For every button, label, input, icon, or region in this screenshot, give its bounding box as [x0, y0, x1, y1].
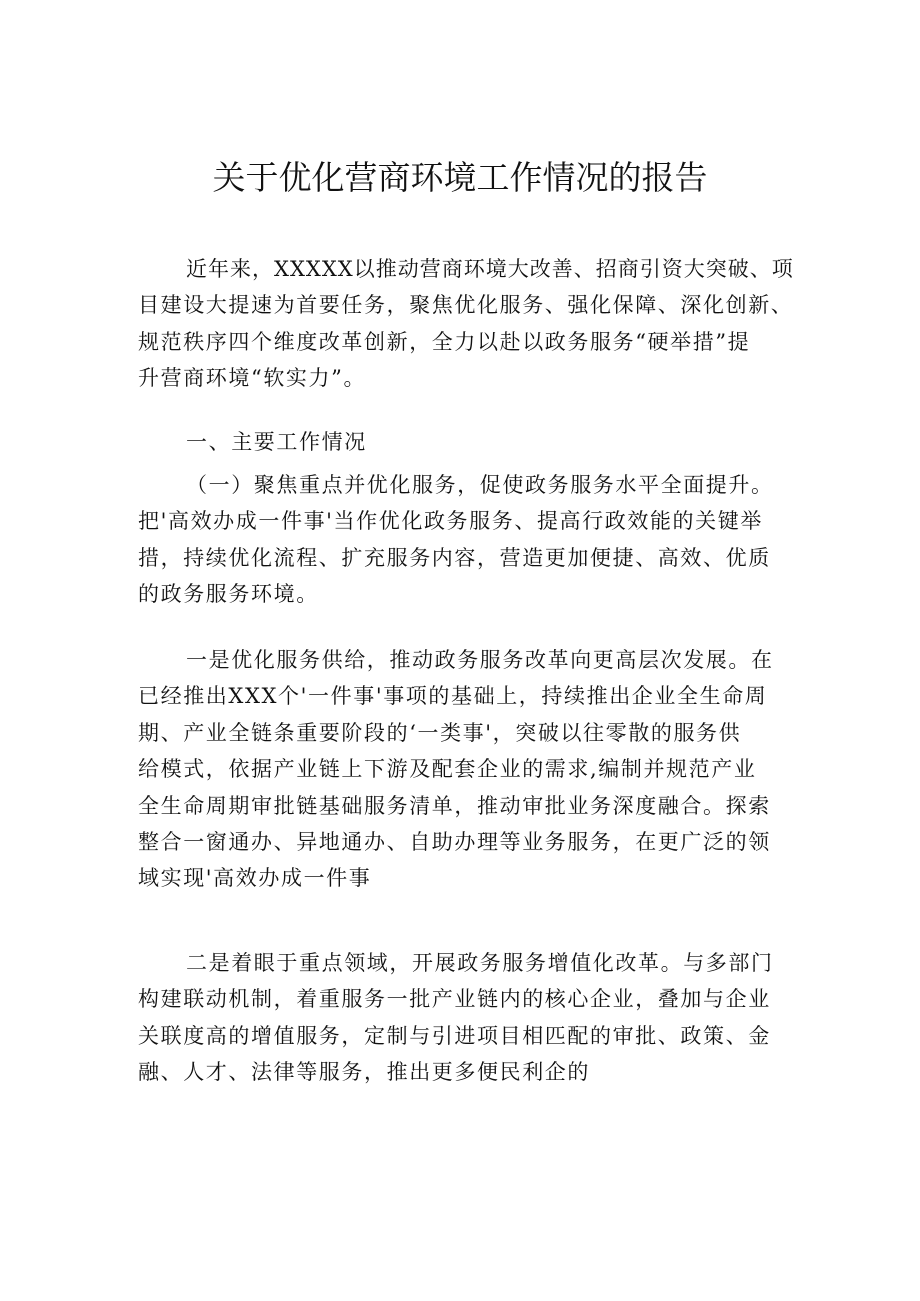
text-line: 给模式，依据产业链上下游及配套企业的需求,编制并规范产业 — [138, 757, 757, 782]
paragraph-intro — [138, 251, 798, 397]
text-line: 域实现'高效办成一件事 — [138, 866, 372, 891]
text-line: 的政务服务环境。 — [138, 582, 319, 607]
text-line: 一、主要工作情况 — [186, 430, 367, 454]
text-line: 升营商环境“软实力”。 — [138, 366, 367, 391]
paragraph-point-2 — [138, 945, 798, 1091]
paragraph-point-1 — [138, 642, 798, 897]
text-line: 近年来，XXXXX以推动营商环境大改善、招商引资大突破、项 — [186, 257, 794, 281]
text-line: 已经推出XXX个'一件事'事项的基础上，持续推出企业全生命周 — [138, 684, 768, 709]
text-line: 目建设大提速为首要任务，聚焦优化服务、强化保障、深化创新、 — [138, 293, 794, 318]
text-line: 一是优化服务供给，推动政务服务改革向更高层次发展。在 — [186, 648, 774, 672]
text-line: 融、人才、法律等服务，推出更多便民利企的 — [138, 1060, 590, 1085]
text-line: 整合一窗通办、异地通办、自助办理等业务服务，在更广泛的领 — [138, 830, 771, 855]
text-line: 二是着眼于重点领域，开展政务服务增值化改革。与多部门 — [186, 951, 774, 975]
text-line: 期、产业全链条重要阶段的‘一类事'，突破以往零散的服务供 — [138, 720, 742, 745]
text-line: 措，持续优化流程、扩充服务内容，营造更加便捷、高效、优质 — [138, 545, 771, 570]
section-heading — [138, 424, 798, 460]
text-line: 全生命周期审批链基础服务清单，推动审批业务深度融合。探索 — [138, 793, 771, 818]
document-title: 关于优化营商环境工作情况的报告 — [212, 158, 708, 197]
text-line: 规范秩序四个维度改革创新，全力以赴以政务服务“硬举措”提 — [138, 329, 751, 354]
text-line: 把'高效办成一件事'当作优化政务服务、提高行政效能的关键举 — [138, 509, 763, 534]
text-line: 关联度高的增值服务，定制与引进项目相匹配的审批、政策、金 — [138, 1023, 771, 1048]
text-line: （一）聚焦重点并优化服务，促使政务服务水平全面提升。 — [186, 473, 774, 497]
text-line: 构建联动机制，着重服务一批产业链内的核心企业，叠加与企业 — [138, 987, 771, 1012]
paragraph-subsection-1 — [138, 467, 798, 613]
